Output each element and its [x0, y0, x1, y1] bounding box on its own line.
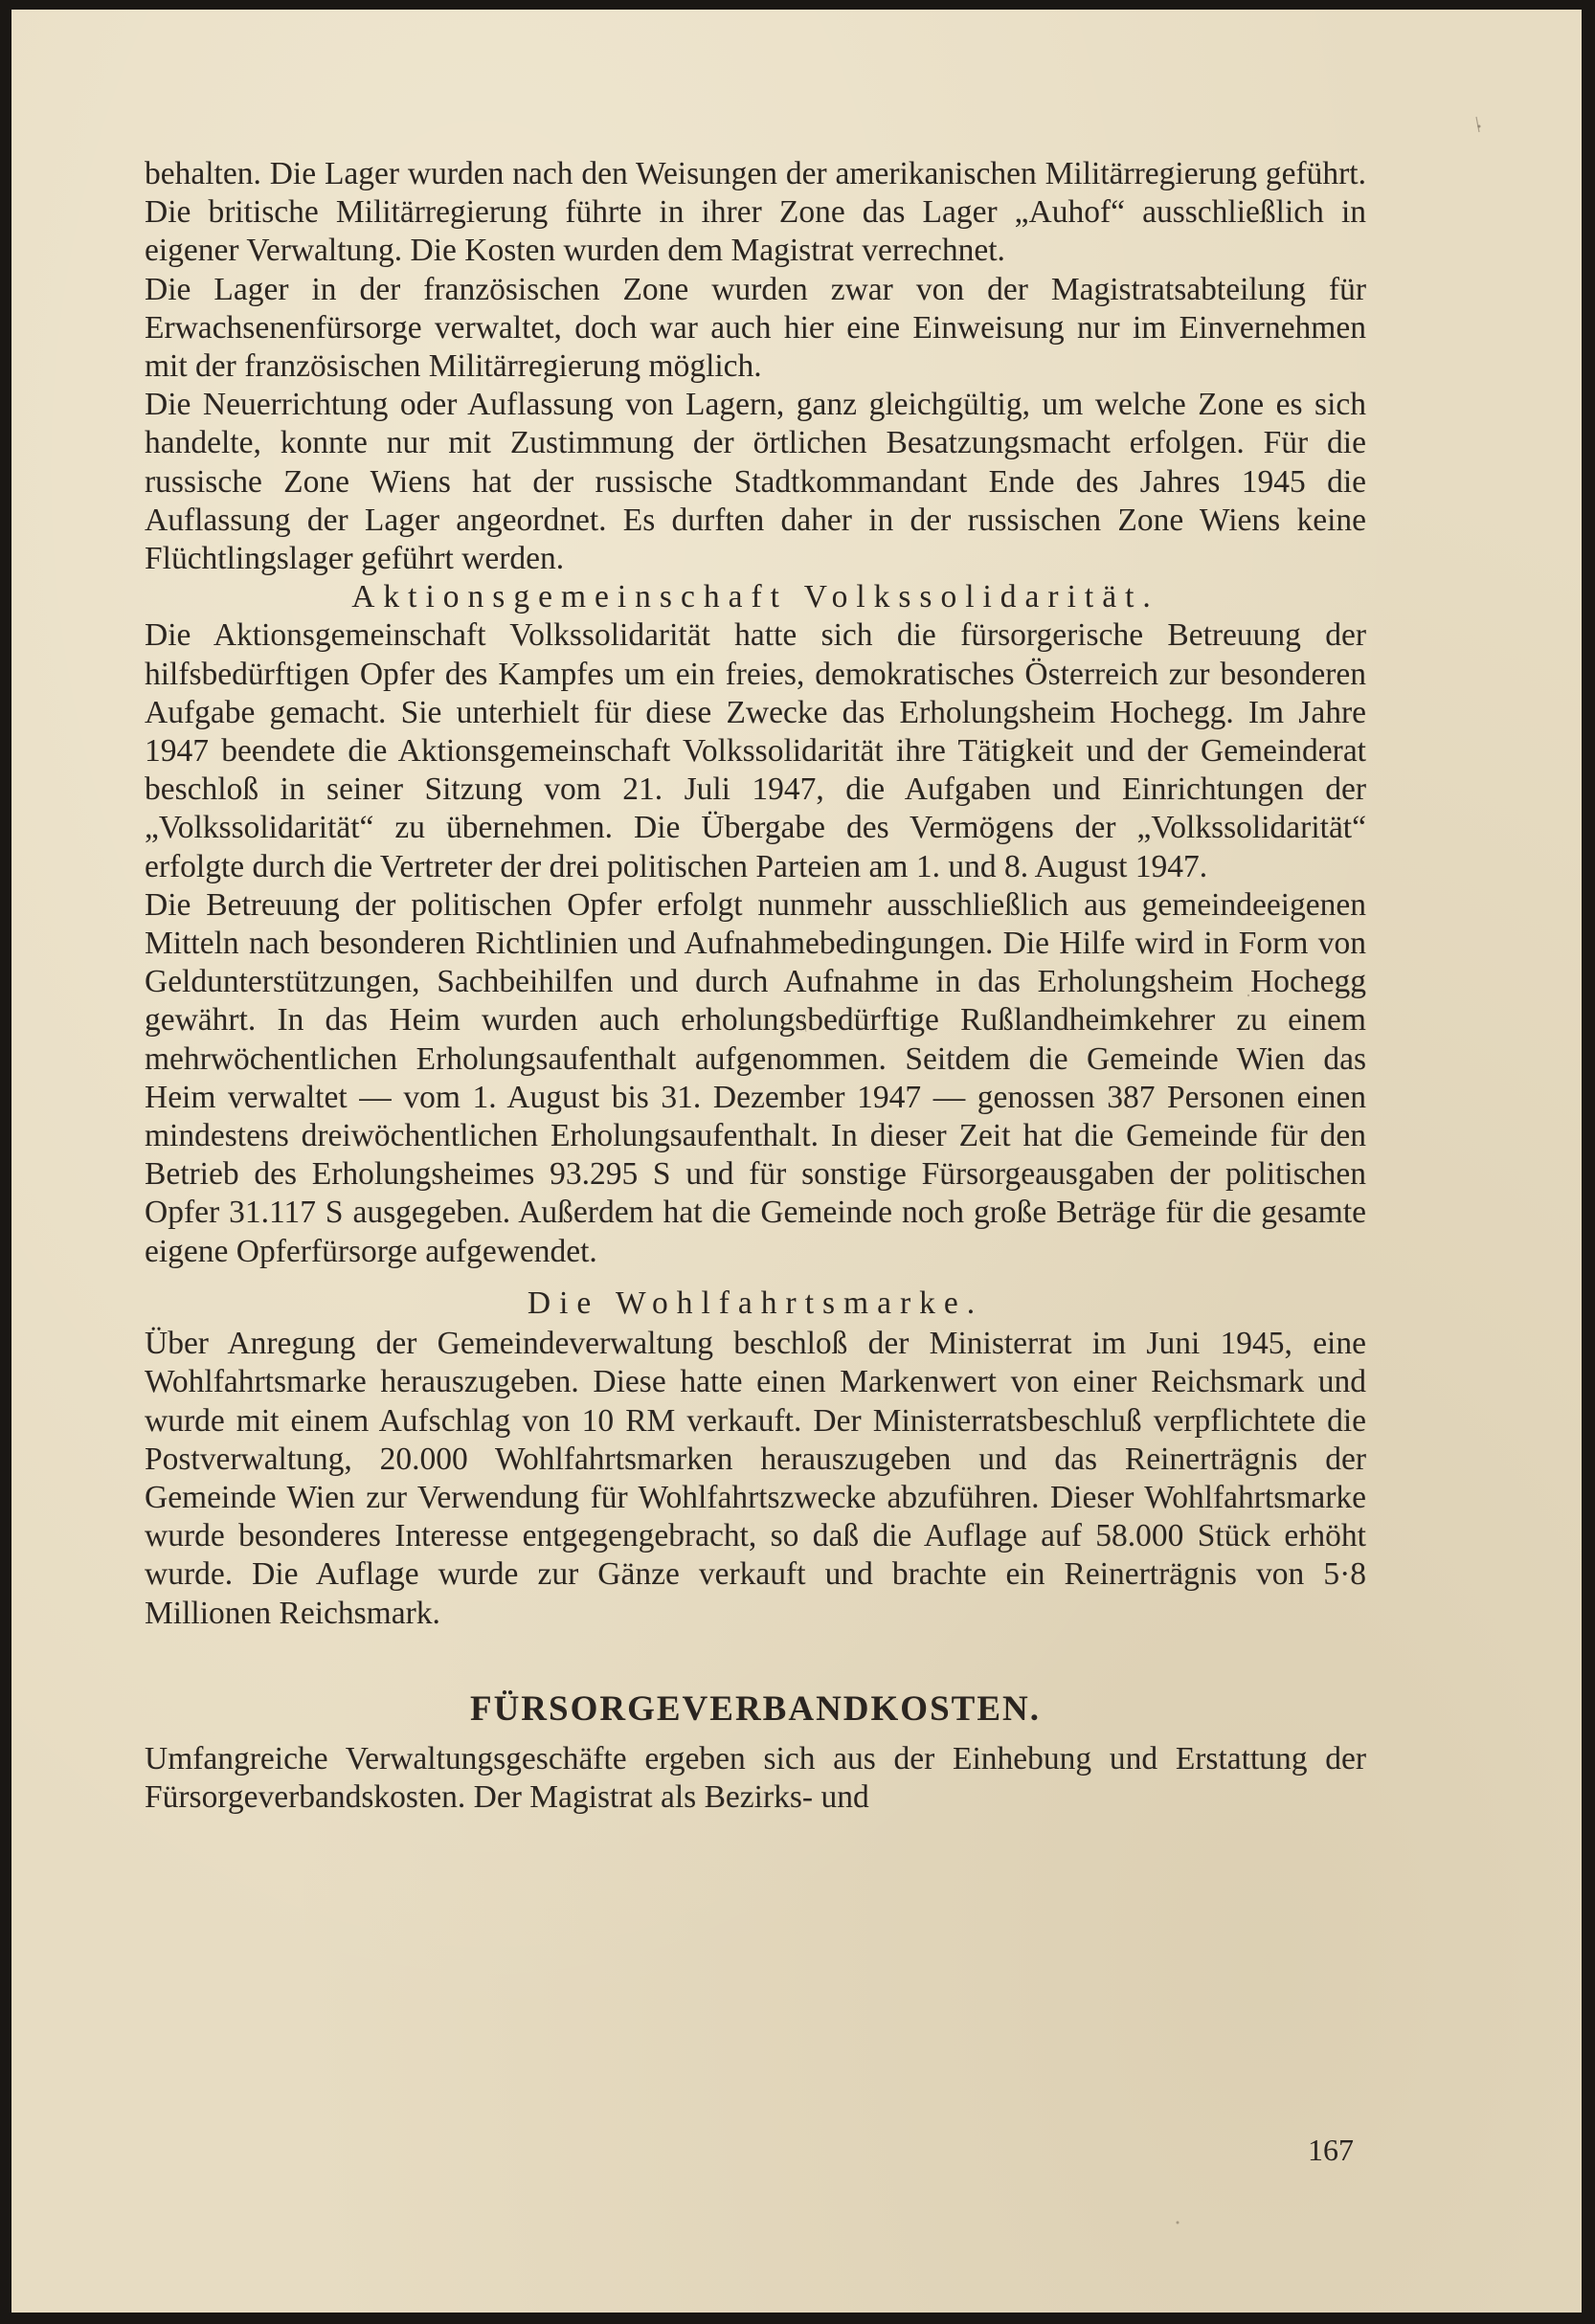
paragraph-7: Umfangreiche Verwaltungsgeschäfte ergeben sich aus der Einhebung und Erstattung der Fürsorgeverbandskosten. Der Magistrat als Bezirks- und — [145, 1740, 1366, 1815]
paragraph-4: Die Aktionsgemeinschaft Volkssolidarität hatte sich die fürsorgerische Betreuung der hilfsbedürftigen Opfer des Kampfes um ein freies, demokratisches Österreich zur besonderen Aufgabe gemacht. Sie unterhielt für diese Zwecke das Erholungsheim Hochegg. Im Jahre 1947 beendete die Aktionsgemeinschaft Volkssolidarität ihre Tätigkeit und der Gemeinderat beschloß in seiner Sitzung vom 21. Juli 1947, die Aufgaben und Einrichtungen der „Volkssolidarität“ zu übernehmen. Die Übergabe des Vermögens der „Volkssolidarität“ erfolgte durch die Vertreter der drei politischen Parteien am 1. und 8. August 1947. — [145, 617, 1366, 884]
paragraph-6: Über Anregung der Gemeindeverwaltung beschloß der Ministerrat im Juni 1945, eine Wohlfahrtsmarke herauszugeben. Diese hatte einen Markenwert von einer Reichsmark und wurde mit einem Aufschlag von 10 RM verkauft. Der Ministerratsbeschluß verpflichtete die Postverwaltung, 20.000 Wohlfahrtsmarken herauszugeben und das Reinerträgnis der Gemeinde Wien zur Verwendung für Wohlfahrtszwecke abzuführen. Dieser Wohlfahrtsmarke wurde besonderes Interesse entgegengebracht, so daß die Auflage auf 58.000 Stück erhöht wurde. Die Auflage wurde zur Gänze verkauft und brachte ein Reinerträgnis von 5·8 Millionen Reichsmark. — [145, 1326, 1366, 1631]
body-text — [145, 155, 1366, 1817]
paragraph-5: Die Betreuung der politischen Opfer erfolgt nunmehr ausschließlich aus gemeindeeigenen Mitteln nach besonderen Richtlinien und Aufnahmebedingungen. Die Hilfe wird in Form von Geldunterstützungen, Sachbeihilfen und durch Aufnahme in das Erholungsheim Hochegg gewährt. In das Heim wurden auch erholungsbedürftige Rußlandheimkehrer zu einem mehrwöchentlichen Erholungsaufenthalt aufgenommen. Seitdem die Gemeinde Wien das Heim verwaltet — vom 1. August bis 31. Dezember 1947 — genossen 387 Personen einen mindestens dreiwöchentlichen Erholungsaufenthalt. In dieser Zeit hat die Gemeinde für den Betrieb des Erholungsheimes 93.295 S und für sonstige Fürsorgeausgaben der politischen Opfer 31.117 S ausgegeben. Außerdem hat die Gemeinde noch große Beträge für die gesamte eigene Opferfürsorge aufgewendet. — [145, 886, 1366, 1269]
paragraph-2: Die Lager in der französischen Zone wurden zwar von der Magistratsabteilung für Erwachsenenfürsorge verwaltet, doch war auch hier eine Einweisung nur im Einvernehmen mit der französischen Militärregierung möglich. — [145, 271, 1366, 385]
subheading-volkssolidaritaet: Aktionsgemeinschaft Volkssolidarität. — [351, 579, 1159, 615]
section-title: FÜRSORGEVERBANDKOSTEN. — [469, 1688, 1041, 1729]
paragraph-1: behalten. Die Lager wurden nach den Weisungen der amerikanischen Militärregierung geführt. Die britische Militärregierung führte in ihrer Zone das Lager „Auhof“ ausschließlich in eigener Verwaltung. Die Kosten wurden dem Magistrat verrechnet. — [145, 156, 1366, 269]
page-number: 167 — [1308, 2133, 1354, 2167]
document-page — [11, 10, 1582, 2313]
subheading-wohlfahrtsmarke: Die Wohlfahrtsmarke. — [527, 1285, 984, 1321]
paragraph-3: Die Neuerrichtung oder Auflassung von Lagern, ganz gleichgültig, um welche Zone es sich handelte, konnte nur mit Zustimmung der örtlichen Besatzungsmacht erfolgen. Für die russische Zone Wiens hat der russische Stadtkommandant Ende des Jahres 1945 die Auflassung der Lager angeordnet. Es durften daher in der russischen Zone Wiens keine Flüchtlingslager geführt werden. — [145, 387, 1366, 577]
